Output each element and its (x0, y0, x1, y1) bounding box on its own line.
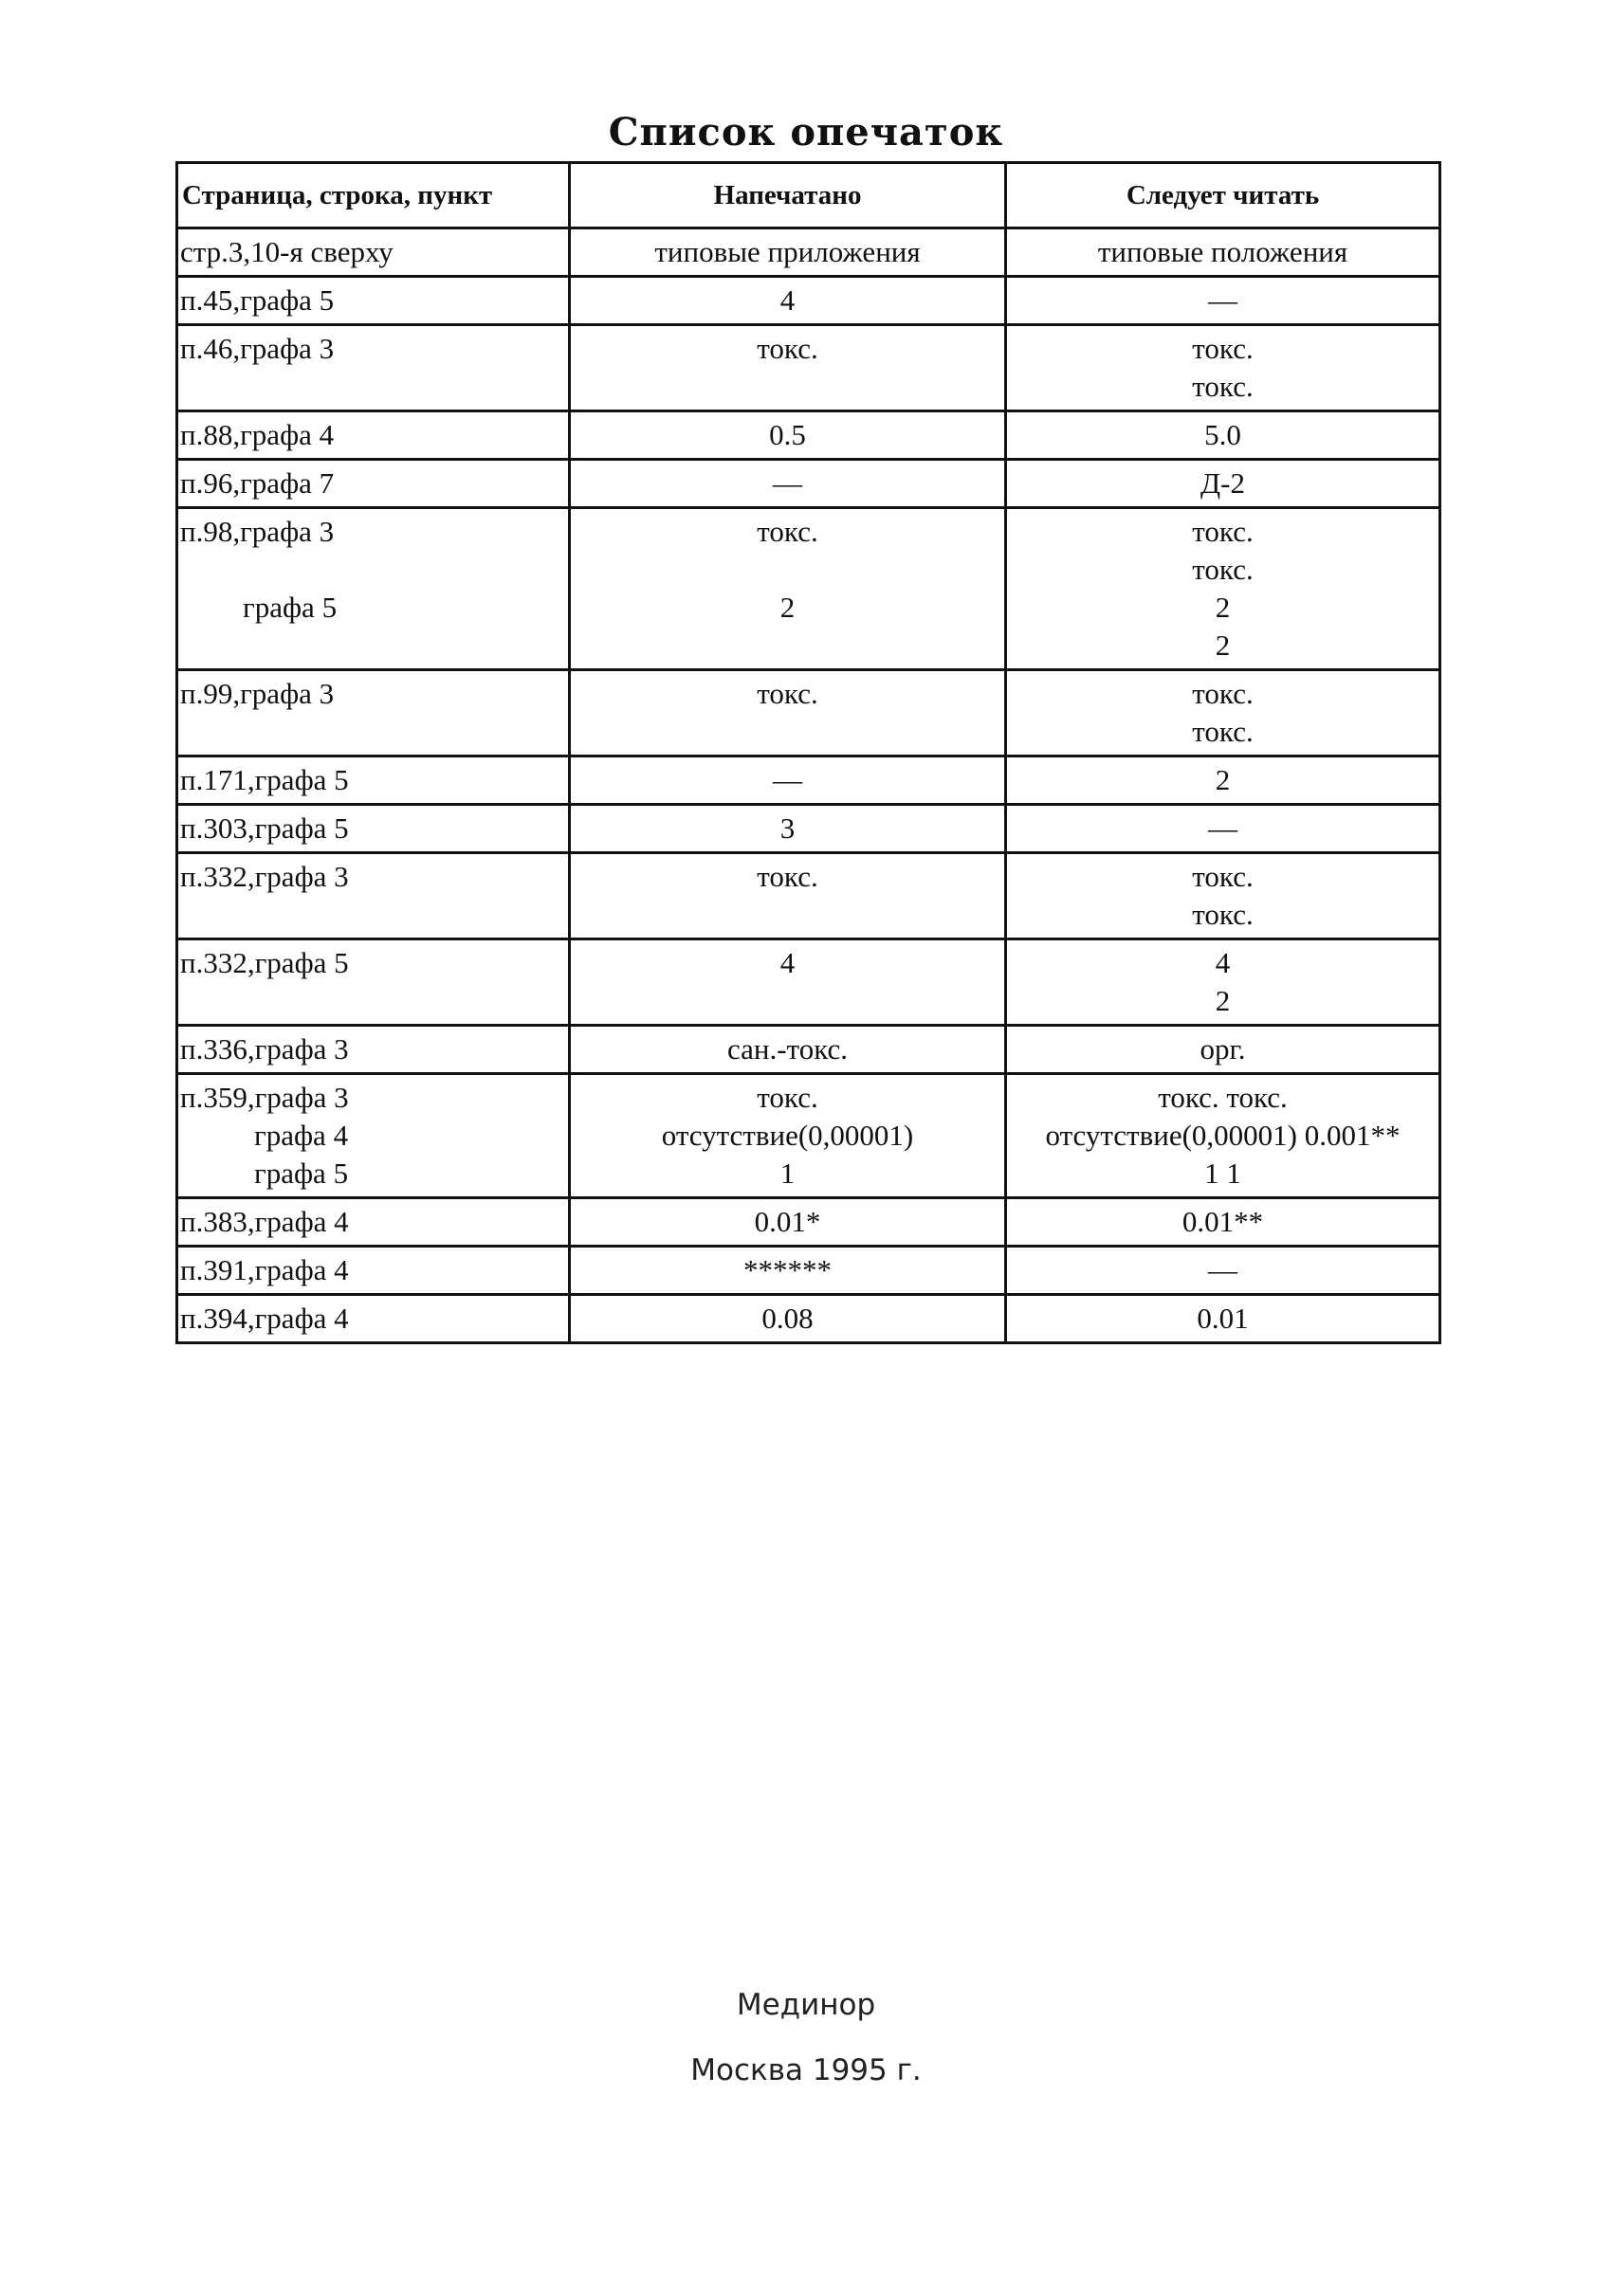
cell-printed (570, 756, 1006, 805)
cell-location (177, 670, 570, 756)
cell-line: — (1208, 283, 1237, 317)
cell-printed (570, 1198, 1006, 1247)
cell-line: 4 (779, 946, 796, 979)
table-row (177, 1247, 1440, 1295)
cell-line: токс. (1192, 898, 1254, 931)
cell-correct (1006, 508, 1440, 670)
cell-correct (1006, 670, 1440, 756)
cell-correct (1006, 756, 1440, 805)
cell-line: токс. (757, 1081, 818, 1114)
cell-line: графа 5 (243, 591, 338, 624)
table-row (177, 1074, 1440, 1198)
cell-line: 2 (1215, 629, 1231, 662)
cell-line: 2 (1215, 591, 1231, 624)
cell-location (177, 1074, 570, 1198)
cell-correct (1006, 853, 1440, 939)
cell-line: п.45,графа 5 (180, 283, 335, 317)
cell-line: 2 (1215, 763, 1231, 796)
cell-line: п.383,графа 4 (180, 1205, 349, 1238)
cell-location (177, 805, 570, 853)
cell-printed (570, 277, 1006, 325)
table-row (177, 411, 1440, 460)
cell-location (177, 853, 570, 939)
cell-line: токс. (757, 515, 818, 548)
cell-line: графа 4 (254, 1119, 349, 1152)
cell-location (177, 1198, 570, 1247)
cell-line: отсутствие(0,00001) (661, 1119, 914, 1152)
table-row (177, 1295, 1440, 1343)
cell-line: 2 (779, 591, 796, 624)
cell-line: 0.01 (1197, 1302, 1249, 1335)
table-row (177, 508, 1440, 670)
cell-location (177, 508, 570, 670)
cell-correct (1006, 277, 1440, 325)
table-row (177, 325, 1440, 411)
cell-printed (570, 670, 1006, 756)
cell-line: 3 (779, 811, 796, 845)
cell-line: п.99,графа 3 (180, 677, 335, 710)
cell-line: орг. (1200, 1032, 1246, 1066)
cell-line: токс. (757, 860, 818, 893)
cell-line: токс. (1192, 860, 1254, 893)
table-row (177, 853, 1440, 939)
cell-line (180, 551, 562, 589)
cell-line: сан.-токс. (727, 1032, 848, 1066)
cell-correct (1006, 1247, 1440, 1295)
cell-printed (570, 508, 1006, 670)
cell-line: — (1208, 1253, 1237, 1286)
cell-printed (570, 1074, 1006, 1198)
table-row (177, 1198, 1440, 1247)
cell-location (177, 756, 570, 805)
publisher-name: Мединор (736, 1988, 876, 2022)
cell-printed (570, 1295, 1006, 1343)
cell-line: 0.01** (1182, 1205, 1264, 1238)
cell-line: п.332,графа 5 (180, 946, 349, 979)
cell-line: 0.01* (754, 1205, 821, 1238)
cell-location (177, 1026, 570, 1074)
cell-correct (1006, 805, 1440, 853)
cell-line (577, 551, 998, 589)
cell-line: 2 (1215, 984, 1231, 1017)
table-row (177, 460, 1440, 508)
errata-table (175, 161, 1441, 1344)
cell-printed (570, 853, 1006, 939)
cell-correct (1006, 1198, 1440, 1247)
page-title: Список опечаток (608, 110, 1004, 155)
cell-correct (1006, 1026, 1440, 1074)
cell-line: п.88,графа 4 (180, 418, 335, 451)
cell-correct (1006, 939, 1440, 1026)
cell-location (177, 228, 570, 277)
cell-line: токс. (757, 332, 818, 365)
cell-line: п.96,графа 7 (180, 466, 335, 500)
cell-line: 4 (1215, 946, 1231, 979)
cell-line: токс. (1192, 370, 1254, 403)
cell-location (177, 460, 570, 508)
cell-printed (570, 411, 1006, 460)
cell-correct (1006, 1295, 1440, 1343)
table-row (177, 756, 1440, 805)
cell-printed (570, 228, 1006, 277)
cell-line: токс. (1192, 553, 1254, 586)
cell-line: графа 5 (254, 1157, 349, 1190)
cell-line: токс. (1192, 677, 1254, 710)
cell-correct (1006, 411, 1440, 460)
cell-line: 1 1 (1204, 1157, 1241, 1190)
cell-line: п.46,графа 3 (180, 332, 335, 365)
cell-line: 4 (779, 283, 796, 317)
table-row (177, 939, 1440, 1026)
city-year: Москва 1995 г. (690, 2053, 922, 2087)
cell-line: п.359,графа 3 (180, 1081, 349, 1114)
cell-line: токс. (757, 677, 818, 710)
table-row (177, 1026, 1440, 1074)
cell-line: п.303,графа 5 (180, 811, 349, 845)
cell-location (177, 277, 570, 325)
cell-line: 0.08 (761, 1302, 814, 1335)
table-header-row (177, 163, 1440, 228)
cell-line: типовые приложения (654, 235, 921, 268)
cell-printed (570, 1026, 1006, 1074)
cell-line: токс. (1192, 515, 1254, 548)
cell-correct (1006, 325, 1440, 411)
cell-line: ****** (743, 1253, 832, 1286)
column-header-location: Страница, строка, пункт (177, 163, 570, 228)
cell-correct (1006, 1074, 1440, 1198)
cell-location (177, 1295, 570, 1343)
cell-line: 0.5 (769, 418, 806, 451)
cell-correct (1006, 228, 1440, 277)
table-row (177, 228, 1440, 277)
cell-line: — (773, 466, 802, 500)
cell-line: п.332,графа 3 (180, 860, 349, 893)
cell-line: 5.0 (1204, 418, 1241, 451)
cell-correct (1006, 460, 1440, 508)
cell-line: 1 (779, 1157, 796, 1190)
table-row (177, 277, 1440, 325)
cell-location (177, 325, 570, 411)
cell-line: типовые положения (1097, 235, 1348, 268)
table-row (177, 670, 1440, 756)
column-header-correct: Следует читать (1006, 163, 1440, 228)
cell-line: п.391,графа 4 (180, 1253, 349, 1286)
cell-printed (570, 460, 1006, 508)
cell-line: — (773, 763, 802, 796)
cell-printed (570, 1247, 1006, 1295)
cell-printed (570, 325, 1006, 411)
cell-line: токс. (1192, 715, 1254, 748)
cell-location (177, 939, 570, 1026)
column-header-printed: Напечатано (570, 163, 1006, 228)
cell-line: отсутствие(0,00001) 0.001** (1045, 1119, 1401, 1152)
cell-line: стр.3,10-я сверху (180, 235, 394, 268)
cell-line: токс. токс. (1158, 1081, 1288, 1114)
table-row (177, 805, 1440, 853)
cell-location (177, 411, 570, 460)
cell-printed (570, 939, 1006, 1026)
cell-printed (570, 805, 1006, 853)
cell-line: токс. (1192, 332, 1254, 365)
cell-location (177, 1247, 570, 1295)
errata-body (177, 228, 1440, 1343)
cell-line: — (1208, 811, 1237, 845)
cell-line: п.98,графа 3 (180, 515, 335, 548)
cell-line: Д-2 (1200, 466, 1245, 500)
cell-line: п.171,графа 5 (180, 763, 349, 796)
cell-line: п.394,графа 4 (180, 1302, 349, 1335)
cell-line: п.336,графа 3 (180, 1032, 349, 1066)
